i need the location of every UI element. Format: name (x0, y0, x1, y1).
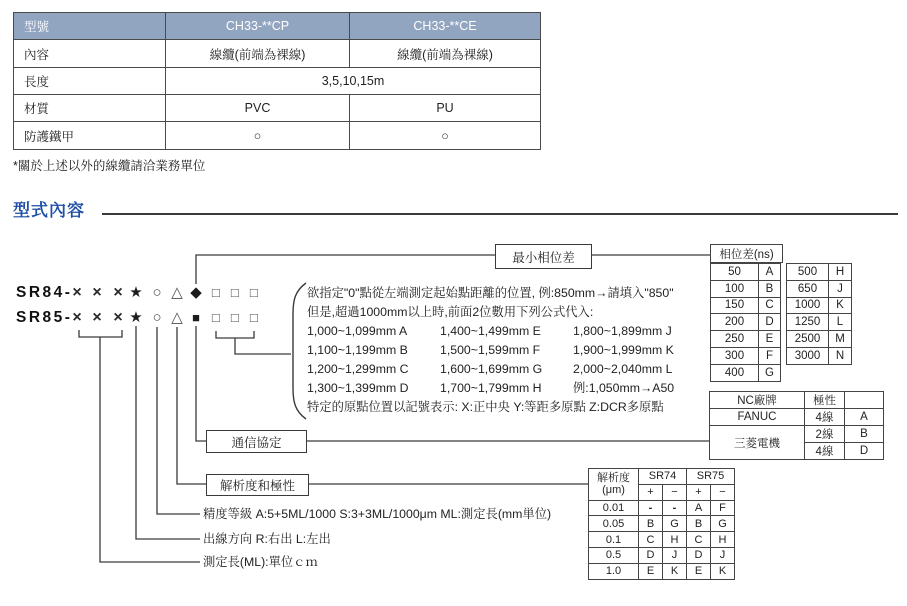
cell-material-cp: PVC (166, 95, 350, 122)
res-value: 0.5 (589, 547, 639, 563)
note-line: 特定的原點位置以記號表示: X:正中央 Y:等距多原點 Z:DCR多原點 (307, 400, 664, 414)
phase-value: 3000 (787, 347, 829, 364)
table-row (14, 40, 541, 68)
phase-value: 200 (711, 314, 759, 331)
res-code: J (711, 547, 735, 563)
times-symbol: × (72, 309, 82, 326)
phase-code: D (759, 314, 781, 331)
range-code: 1,400~1,499mm E (440, 324, 541, 338)
connector-xxx-bracket-to-measuring-length (79, 330, 200, 562)
res-code: B (687, 516, 711, 532)
range-code: 2,000~2,040mm L (573, 362, 673, 376)
nc-wire: 4線 (805, 409, 845, 426)
phase-value: 150 (711, 297, 759, 314)
star-icon: ★ (129, 284, 143, 301)
table-row (14, 95, 541, 122)
nc-code: A (845, 409, 884, 426)
phase-value: 100 (711, 280, 759, 297)
note-line: 欲指定"0"點從左端測定起始點距離的位置, 例:850mm→請填入"850" (307, 286, 674, 300)
square-outline-icon: □ (230, 285, 240, 300)
range-code: 例:1,050mm→A50 (573, 381, 675, 395)
res-value: 0.1 (589, 532, 639, 548)
res-code: - (639, 500, 663, 516)
phase-code: G (759, 364, 781, 381)
nc-code: B (845, 426, 884, 443)
cable-col-header-model: 型號 (14, 13, 166, 40)
range-code: 1,900~1,999mm K (573, 343, 674, 357)
phase-value: 500 (787, 264, 829, 281)
res-code: G (663, 516, 687, 532)
triangle-icon: △ (171, 309, 183, 326)
polarity-plus: + (687, 484, 711, 500)
phase-value: 300 (711, 347, 759, 364)
connector-star-to-cable-direction (136, 326, 200, 539)
res-code: A (687, 500, 711, 516)
table-row (14, 68, 541, 95)
cable-col-header-cp: CH33-**CP (166, 13, 350, 40)
note-grid-row (307, 379, 699, 398)
phase-code: A (759, 264, 781, 281)
nc-header-maker: NC廠牌 (710, 392, 805, 409)
phase-value: 650 (787, 280, 829, 297)
nc-header-code (845, 392, 884, 409)
res-code: H (663, 532, 687, 548)
cable-col-header-ce: CH33-**CE (350, 13, 541, 40)
comm-protocol-label-box: 通信協定 (206, 430, 307, 453)
res-code: E (687, 563, 711, 579)
nc-maker: 三菱電機 (710, 426, 805, 460)
circle-icon: ○ (152, 309, 162, 326)
phase-value: 1000 (787, 297, 829, 314)
res-code: B (639, 516, 663, 532)
resolution-polarity-label-box: 解析度和極性 (206, 474, 309, 496)
res-value: 0.05 (589, 516, 639, 532)
connector-triangle-to-resolution-box (177, 327, 206, 484)
connector-circle-to-accuracy (157, 327, 200, 514)
res-header-sr74: SR74 (639, 469, 687, 485)
phase-code: B (759, 280, 781, 297)
phase-value: 250 (711, 331, 759, 348)
circle-icon: ○ (152, 284, 162, 301)
star-icon: ★ (129, 309, 143, 326)
phase-code: M (829, 331, 852, 348)
res-code: - (663, 500, 687, 516)
phase-table-left (710, 263, 781, 382)
note-grid-row (307, 341, 699, 360)
row-label: 內容 (14, 40, 166, 68)
square-outline-icon: □ (211, 285, 221, 300)
triangle-icon: △ (171, 284, 183, 301)
section-rule-line (102, 213, 898, 215)
res-header-sr75: SR75 (687, 469, 735, 485)
res-code: H (711, 532, 735, 548)
cell-armor-cp: ○ (166, 122, 350, 150)
range-code: 1,200~1,299mm C (307, 362, 409, 376)
times-symbol: × (72, 284, 82, 301)
res-code: G (711, 516, 735, 532)
range-code: 1,000~1,099mm A (307, 324, 408, 338)
times-symbol: × (92, 309, 102, 326)
row-label: 防護鐵甲 (14, 122, 166, 150)
res-code: C (687, 532, 711, 548)
zero-point-note (307, 284, 699, 417)
res-value: 1.0 (589, 563, 639, 579)
square-outline-icon: □ (211, 310, 221, 325)
range-code: 1,300~1,399mm D (307, 381, 409, 395)
cell-material-ce: PU (350, 95, 541, 122)
res-code: K (663, 563, 687, 579)
diamond-icon: ◆ (190, 284, 202, 301)
row-label: 長度 (14, 68, 166, 95)
res-code: C (639, 532, 663, 548)
row-label: 材質 (14, 95, 166, 122)
square-outline-icon: □ (249, 310, 259, 325)
note-paren-curve (293, 283, 306, 419)
table-row (14, 122, 541, 150)
square-outline-icon: □ (230, 310, 240, 325)
phase-value: 50 (711, 264, 759, 281)
cable-spec-table (13, 12, 541, 150)
phase-value: 2500 (787, 331, 829, 348)
note-line: 但是,超過1000mm以上時,前面2位數用下列公式代入: (307, 305, 594, 319)
times-symbol: × (92, 284, 102, 301)
phase-value: 400 (711, 364, 759, 381)
nc-wire: 2線 (805, 426, 845, 443)
range-code: 1,700~1,799mm H (440, 381, 542, 395)
square-filled-icon: ■ (192, 310, 200, 325)
range-code: 1,100~1,199mm B (307, 343, 408, 357)
phase-code: H (829, 264, 852, 281)
res-code: E (639, 563, 663, 579)
measuring-length-note: 測定長(ML):單位ｃｍ (203, 555, 318, 569)
cell-armor-ce: ○ (350, 122, 541, 150)
phase-code: F (759, 347, 781, 364)
polarity-minus: − (711, 484, 735, 500)
phase-code: N (829, 347, 852, 364)
cable-note: *關於上述以外的線纜請洽業務單位 (13, 159, 206, 173)
res-header-line1: 解析度 (597, 472, 630, 485)
cell-content-cp: 線纜(前端為裸線) (166, 40, 350, 68)
note-grid-row (307, 322, 699, 341)
times-symbol: × (113, 309, 123, 326)
accuracy-grade-note: 精度等級 A:5+5ML/1000 S:3+3ML/1000μm ML:測定長(mm単位) (203, 507, 552, 521)
res-code: D (639, 547, 663, 563)
res-header-line2: (μm) (602, 484, 625, 497)
polarity-minus: − (663, 484, 687, 500)
connector-squares-bracket-to-note (216, 331, 291, 354)
times-symbol: × (113, 284, 123, 301)
model-code-sr84: SR84- (16, 284, 73, 301)
range-code: 1,600~1,699mm G (440, 362, 543, 376)
phase-value: 1250 (787, 314, 829, 331)
phase-table-title: 相位差(ns) (710, 244, 783, 263)
phase-code: L (829, 314, 852, 331)
model-code-sr85: SR85- (16, 309, 73, 326)
phase-table-right (786, 263, 852, 365)
nc-wire: 4線 (805, 443, 845, 460)
connector-square-to-comm-box (196, 326, 206, 441)
resolution-table (588, 468, 735, 580)
note-grid-row (307, 360, 699, 379)
cell-content-ce: 線纜(前端為裸線) (350, 40, 541, 68)
phase-code: J (829, 280, 852, 297)
res-code: D (687, 547, 711, 563)
cell-length: 3,5,10,15m (166, 68, 541, 95)
phase-code: E (759, 331, 781, 348)
phase-code: C (759, 297, 781, 314)
range-code: 1,500~1,599mm F (440, 343, 541, 357)
connector-diamond-to-min-phase (196, 255, 495, 284)
nc-maker-table (709, 391, 884, 460)
res-code: J (663, 547, 687, 563)
section-title: 型式內容 (13, 201, 85, 220)
range-code: 1,800~1,899mm J (573, 324, 672, 338)
polarity-plus: + (639, 484, 663, 500)
nc-maker: FANUC (710, 409, 805, 426)
phase-code: K (829, 297, 852, 314)
res-header-resolution (589, 469, 639, 501)
res-code: F (711, 500, 735, 516)
nc-header-polarity: 極性 (805, 392, 845, 409)
square-outline-icon: □ (249, 285, 259, 300)
nc-code: D (845, 443, 884, 460)
res-value: 0.01 (589, 500, 639, 516)
res-code: K (711, 563, 735, 579)
cable-direction-note: 出線方向 R:右出 L:左出 (203, 532, 331, 546)
min-phase-label-box: 最小相位差 (495, 244, 592, 269)
